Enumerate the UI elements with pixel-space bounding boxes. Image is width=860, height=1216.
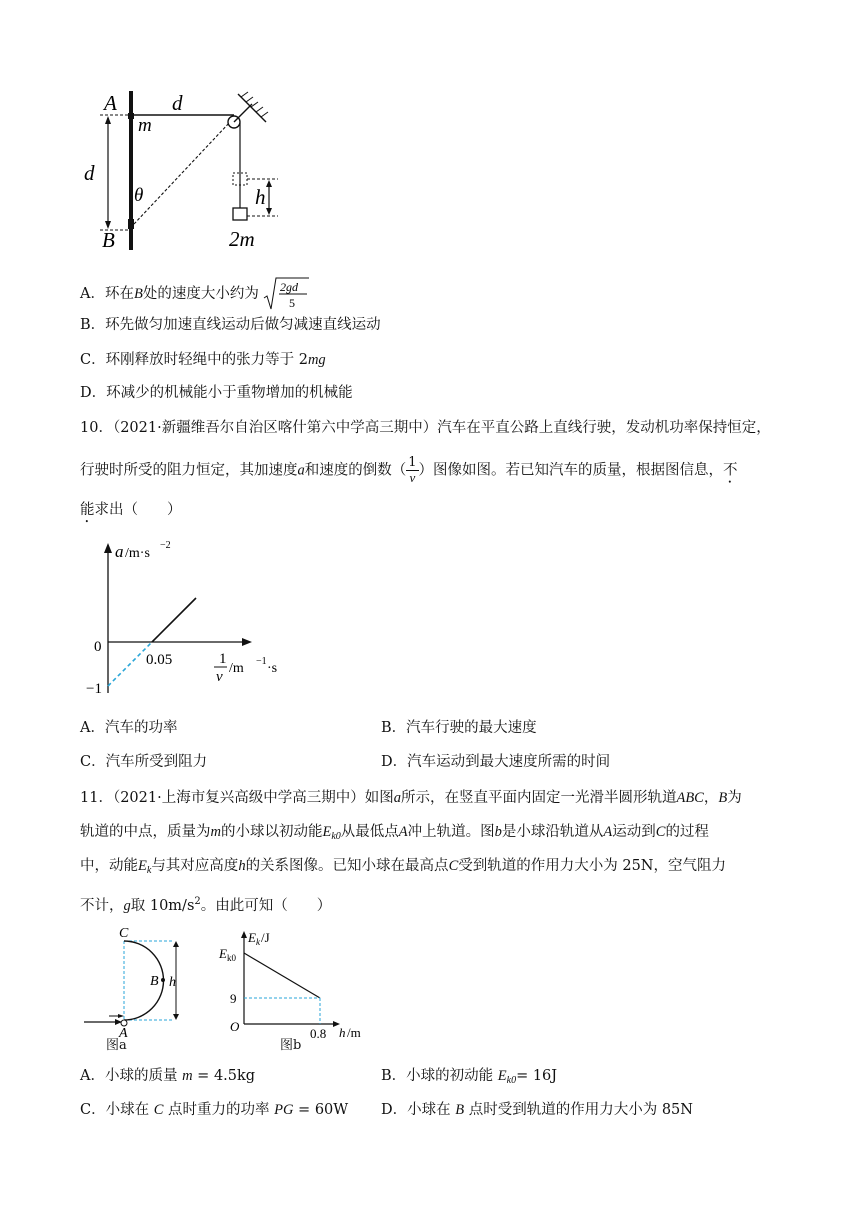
ek-line <box>244 953 320 998</box>
tick-label-005: 0.05 <box>146 652 173 668</box>
svg-text:2gd: 2gd <box>280 280 299 294</box>
q11-stem-line3: 中，动能$E_k$与其对应高度h的关系图像。已知小球在最高点C受到轨道的作用力大小为 25N，空气阻力 <box>80 858 726 876</box>
svg-text:d: d <box>84 161 95 185</box>
q11-option-d: D．小球在 B 点时受到轨道的作用力大小为 85N <box>381 1102 693 1118</box>
y-axis-arrow <box>104 543 112 553</box>
svg-text:9: 9 <box>230 991 237 1006</box>
ylabel-unit: /m·s <box>125 546 150 561</box>
q10-option-a: A．汽车的功率 <box>80 720 178 736</box>
q10-stem-line2: 行驶时所受的阻力恒定，其加速度a和速度的倒数（ $\frac{1}{v}$ ）图像如图。若已知汽车的质量，根据图信息，不 <box>80 455 738 485</box>
q11-option-b: B．小球的初动能 $E_{k0}= 16J$ <box>381 1068 558 1086</box>
q10-option-c: C．汽车所受到阻力 <box>80 754 208 770</box>
q11-figure-a <box>84 924 194 1041</box>
q9-option-c: C．环刚释放时轻绳中的张力等于 2mg <box>80 352 326 368</box>
q10-option-d: D．汽车运动到最大速度所需的时间 <box>381 754 611 770</box>
q11-figure-b <box>214 930 374 1041</box>
svg-text:/J: /J <box>261 930 270 945</box>
svg-text:A: A <box>104 91 117 115</box>
tick-label-zero: 0 <box>94 639 102 655</box>
xlabel-tail: ·s <box>267 661 278 676</box>
svg-text:θ: θ <box>134 185 144 206</box>
series-line-solid <box>152 598 196 642</box>
svg-text:h: h <box>169 975 176 990</box>
q9-option-a: A．环在B处的速度大小约为 2gd 5 <box>80 276 309 312</box>
svg-text:C: C <box>119 926 129 941</box>
svg-text:E: E <box>248 930 256 945</box>
svg-text:h: h <box>339 1025 346 1040</box>
svg-text:/m: /m <box>347 1025 361 1040</box>
svg-text:E: E <box>219 946 227 961</box>
q9-figure <box>78 86 278 256</box>
svg-text:d: d <box>172 91 183 115</box>
x-axis-arrow <box>242 638 252 646</box>
q9-option-d: D．环减少的机械能小于重物增加的机械能 <box>80 385 353 401</box>
tick-label-neg1: −1 <box>86 681 102 697</box>
q11-figure-a-caption: 图a <box>106 1038 127 1053</box>
q11-figure-b-caption: 图b <box>280 1038 302 1053</box>
ylabel-var: a <box>115 542 124 561</box>
svg-text:5: 5 <box>289 296 296 310</box>
q11-stem-line1: 11．（2021·上海市复兴高级中学高三期中）如图a所示，在竖直平面内固定一光滑半圆形轨道ABC，B为 <box>80 790 742 806</box>
q11-option-a: A．小球的质量 m = 4.5kg <box>80 1068 256 1084</box>
q10-stem-line3: 能求出（ ） <box>80 502 182 518</box>
ylabel-exp: −2 <box>160 540 171 551</box>
svg-text:k0: k0 <box>227 953 236 963</box>
svg-text:O: O <box>230 1019 240 1034</box>
svg-text:h: h <box>255 185 266 209</box>
sqrt-expression <box>263 276 309 312</box>
q9-option-b: B．环先做匀加速直线运动后做匀减速直线运动 <box>80 317 381 333</box>
q11-stem-line2: 轨道的中点，质量为m的小球以初动能$E_{k0}$从最低点A冲上轨道。图b是小球沿轨道从A运动到C的过程 <box>80 824 709 842</box>
q10-stem-line1: 10．（2021·新疆维吾尔自治区喀什第六中学高三期中）汽车在平直公路上直线行驶，发动机功率保持恒定， <box>80 420 771 436</box>
xlabel-unit: /m <box>229 661 244 676</box>
xlabel-num: 1 <box>219 651 227 667</box>
q10-chart <box>84 538 304 698</box>
q11-stem-line4: 不计，g取 $10m/s^2$。由此可知（ ） <box>80 896 332 914</box>
svg-text:A: A <box>119 1026 128 1041</box>
svg-text:B: B <box>150 974 159 989</box>
svg-text:k: k <box>256 937 260 947</box>
svg-text:m: m <box>138 115 152 136</box>
svg-text:2m: 2m <box>229 227 255 251</box>
q11-option-c: C．小球在 C 点时重力的功率 PG = 60W <box>80 1102 349 1118</box>
q10-option-b: B．汽车行驶的最大速度 <box>381 720 537 736</box>
xlabel-den: v <box>216 669 223 685</box>
svg-text:B: B <box>102 228 115 252</box>
xlabel-exp: −1 <box>256 656 267 667</box>
svg-text:0.8: 0.8 <box>310 1026 327 1041</box>
